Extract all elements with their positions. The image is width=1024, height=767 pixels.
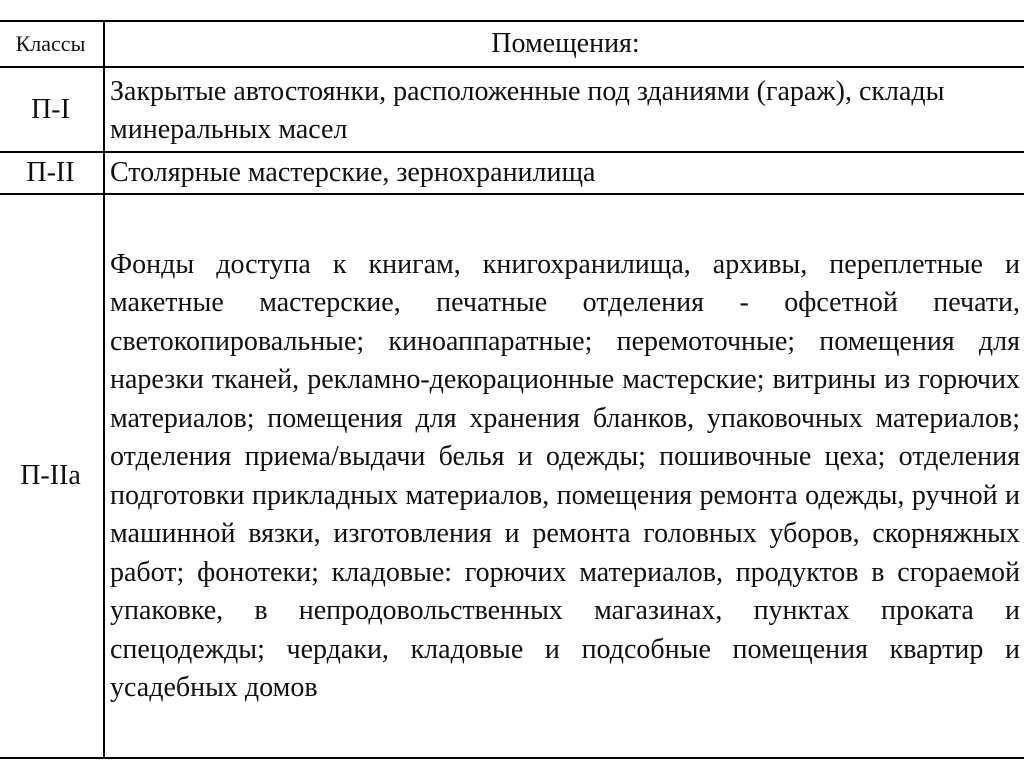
document-sheet (0, 20, 1024, 767)
rooms-cell: Закрытые автостоянки, расположенные под зданиями (гараж), склады минеральных масел (104, 67, 1024, 152)
header-classes: Классы (0, 21, 104, 67)
header-rooms: Помещения: (104, 21, 1024, 67)
class-cell: П-II (0, 152, 104, 194)
rooms-cell: Столярные мастерские, зернохранилища (104, 152, 1024, 194)
class-cell: П-IIа (0, 194, 104, 758)
table-row (0, 194, 1024, 758)
rooms-cell: Фонды доступа к книгам, книгохранилища, архивы, переплетные и макетные мастерские, печатные отделения - офсетной печати, светокопировальные; киноаппаратные; перемоточные; помещения для нарезки тканей, рекламно-декорационные мастерские; витрины из горючих материалов; помещения для хранения бланков, упаковочных материалов; отделения приема/выдачи белья и одежды; пошивочные цеха; отделения подготовки прикладных материалов, помещения ремонта одежды, ручной и машинной вязки, изготовления и ремонта головных уборов, скорняжных работ; фонотеки; кладовые: горючих материалов, продуктов в сгораемой упаковке, в непродовольственных магазинах, пунктах проката и спецодежды; чердаки, кладовые и подсобные помещения квартир и усадебных домов (104, 194, 1024, 758)
table-row (0, 152, 1024, 194)
table-row (0, 67, 1024, 152)
table-header-row (0, 21, 1024, 67)
fire-class-table (0, 20, 1024, 759)
class-cell: П-I (0, 67, 104, 152)
